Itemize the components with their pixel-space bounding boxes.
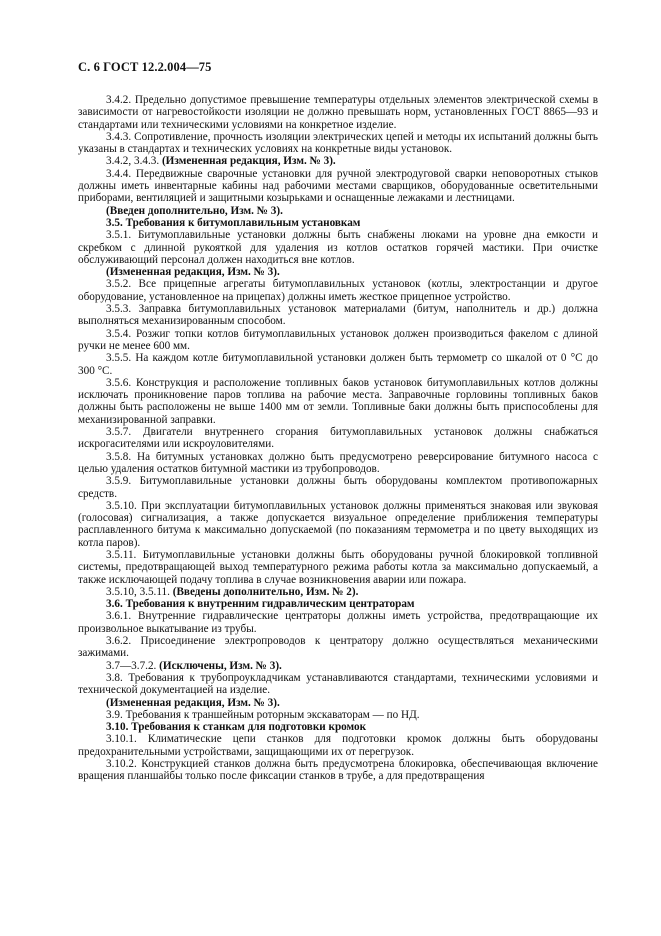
- paragraph: 3.4.2. Предельно допустимое превышение температуры отдельных элементов электрической схемы в зависимости от нагревостойкости изоляции не должно превышать норм, установленных ГОСТ 8865—93 и стандартами или техническими условиями на конкретное изделие.: [78, 94, 598, 131]
- paragraph: 3.8. Требования к трубопроукладчикам устанавливаются стандартами, техническими условиями и технической документацией на изделие.: [78, 671, 598, 697]
- paragraph: 3.9. Требования к траншейным роторным экскаваторам — по НД.: [106, 708, 420, 721]
- amendment-note: (Измененная редакция, Изм. № 3).: [161, 155, 336, 168]
- paragraph: 3.5.7. Двигатели внутреннего сгорания битумоплавильных установок должны снабжаться искрогасителями или искроуловителями.: [78, 426, 598, 451]
- paragraph: 3.5.11. Битумоплавильные установки должны быть оборудованы ручной блокировкой топливной системы, предотвращающей выход температурного режима работы котла за максимально допускаемый, а также исключающей подачу топлива в случае возникновения аварии или пожара.: [78, 548, 598, 586]
- paragraph: 3.5.9. Битумоплавильные установки должны быть оборудованы комплектом противопожарных средств.: [78, 475, 598, 500]
- amendment-note: (Измененная редакция, Изм. № 3).: [106, 266, 280, 279]
- paragraph: [78, 155, 598, 167]
- paragraph: 3.5.2. Все прицепные агрегаты битумоплавильных установок (котлы, электростанции и другое оборудование, установленное на прицепах) должны иметь жесткое прицепное устройство.: [78, 278, 598, 303]
- section-heading: 3.10. Требования к станкам для подготовки кромок: [106, 721, 367, 734]
- paragraph: 3.5.8. На битумных установках должно быть предусмотрено реверсирование битумного насоса с целью удаления остатков битумной мастики из трубопроводов.: [78, 450, 598, 475]
- paragraph: 3.10.1. Климатические цепи станков для подготовки кромок должны быть оборудованы предохранительными устройствами, защищающими их от перегрузок.: [78, 733, 598, 758]
- document-body: [78, 94, 598, 783]
- paragraph: 3.5.3. Заправка битумоплавильных установок материалами (битум, наполнитель и др.) должна выполняться механизированным способом.: [78, 303, 598, 328]
- paragraph-ref: 3.7—3.7.2.: [106, 659, 157, 672]
- paragraph: 3.5.5. На каждом котле битумоплавильной установки должен быть термометр со шкалой от 0 °С до 300 °С.: [78, 352, 598, 377]
- paragraph: 3.4.4. Передвижные сварочные установки для ручной электродуговой сварки неповоротных стыков должны иметь инвентарные кабины над рабочими местами сварщиков, оборудованные осветительными приборами, вентиляцией и защитными козырьками и оснащенные лежаками и лестницами.: [78, 167, 598, 205]
- section-heading: 3.6. Требования к внутренним гидравлическим центраторам: [106, 598, 415, 611]
- amendment-note: (Введены дополнительно, Изм. № 2).: [172, 585, 359, 598]
- paragraph: 3.5.6. Конструкция и расположение топливных баков установок битумоплавильных котлов должны исключать проникновение паров топлива на рабочие места. Заправочные горловины топливных баков должны быть расположены не выше 1400 мм от земли. Топливные баки должны быть приспособлены для механизированной заправки.: [78, 376, 598, 426]
- page-header: С. 6 ГОСТ 12.2.004—75: [78, 60, 212, 74]
- paragraph: 3.5.10. При эксплуатации битумоплавильных установок должны применяться знаковая или звуковая (голосовая) сигнализация, а также допускается визуальное определение приближения температуры расплавленного битума к максимально допускаемой (по показаниям термометра и по цвету выходящих из котла паров).: [78, 499, 598, 549]
- paragraph: 3.10.2. Конструкцией станков должна быть предусмотрена блокировка, обеспечивающая включение вращения планшайбы только после фиксации станков в трубе, а для предотвращения: [78, 758, 598, 783]
- paragraph-ref: 3.4.2, 3.4.3.: [106, 155, 160, 168]
- paragraph: [78, 586, 598, 598]
- paragraph: 3.6.1. Внутренние гидравлические центраторы должны иметь устройства, предотвращающие их произвольное выкатывание из трубы.: [78, 610, 598, 635]
- paragraph: 3.5.4. Розжиг топки котлов битумоплавильных установок должен производиться факелом с длиной ручки не менее 600 мм.: [78, 327, 598, 352]
- paragraph: 3.6.2. Присоединение электропроводов к центратору должно осуществляться механическими зажимами.: [78, 635, 598, 660]
- amendment-note: (Исключены, Изм. № 3).: [159, 659, 282, 672]
- section-heading: 3.5. Требования к битумоплавильным установкам: [106, 216, 361, 229]
- amendment-note: (Введен дополнительно, Изм. № 3).: [106, 204, 283, 217]
- paragraph: [78, 660, 598, 672]
- paragraph: 3.5.1. Битумоплавильные установки должны быть снабжены люками на уровне дна емкости и скребком с длинной рукояткой для удаления из котлов остатков горячей мастики. При очистке обслуживающий персонал должен находиться вне котлов.: [78, 229, 598, 266]
- amendment-note: (Измененная редакция, Изм. № 3).: [106, 696, 280, 709]
- paragraph: 3.4.3. Сопротивление, прочность изоляции электрических цепей и методы их испытаний должны быть указаны в стандартах и технических условиях на конкретные виды установок.: [78, 130, 598, 156]
- paragraph-ref: 3.5.10, 3.5.11.: [106, 585, 170, 598]
